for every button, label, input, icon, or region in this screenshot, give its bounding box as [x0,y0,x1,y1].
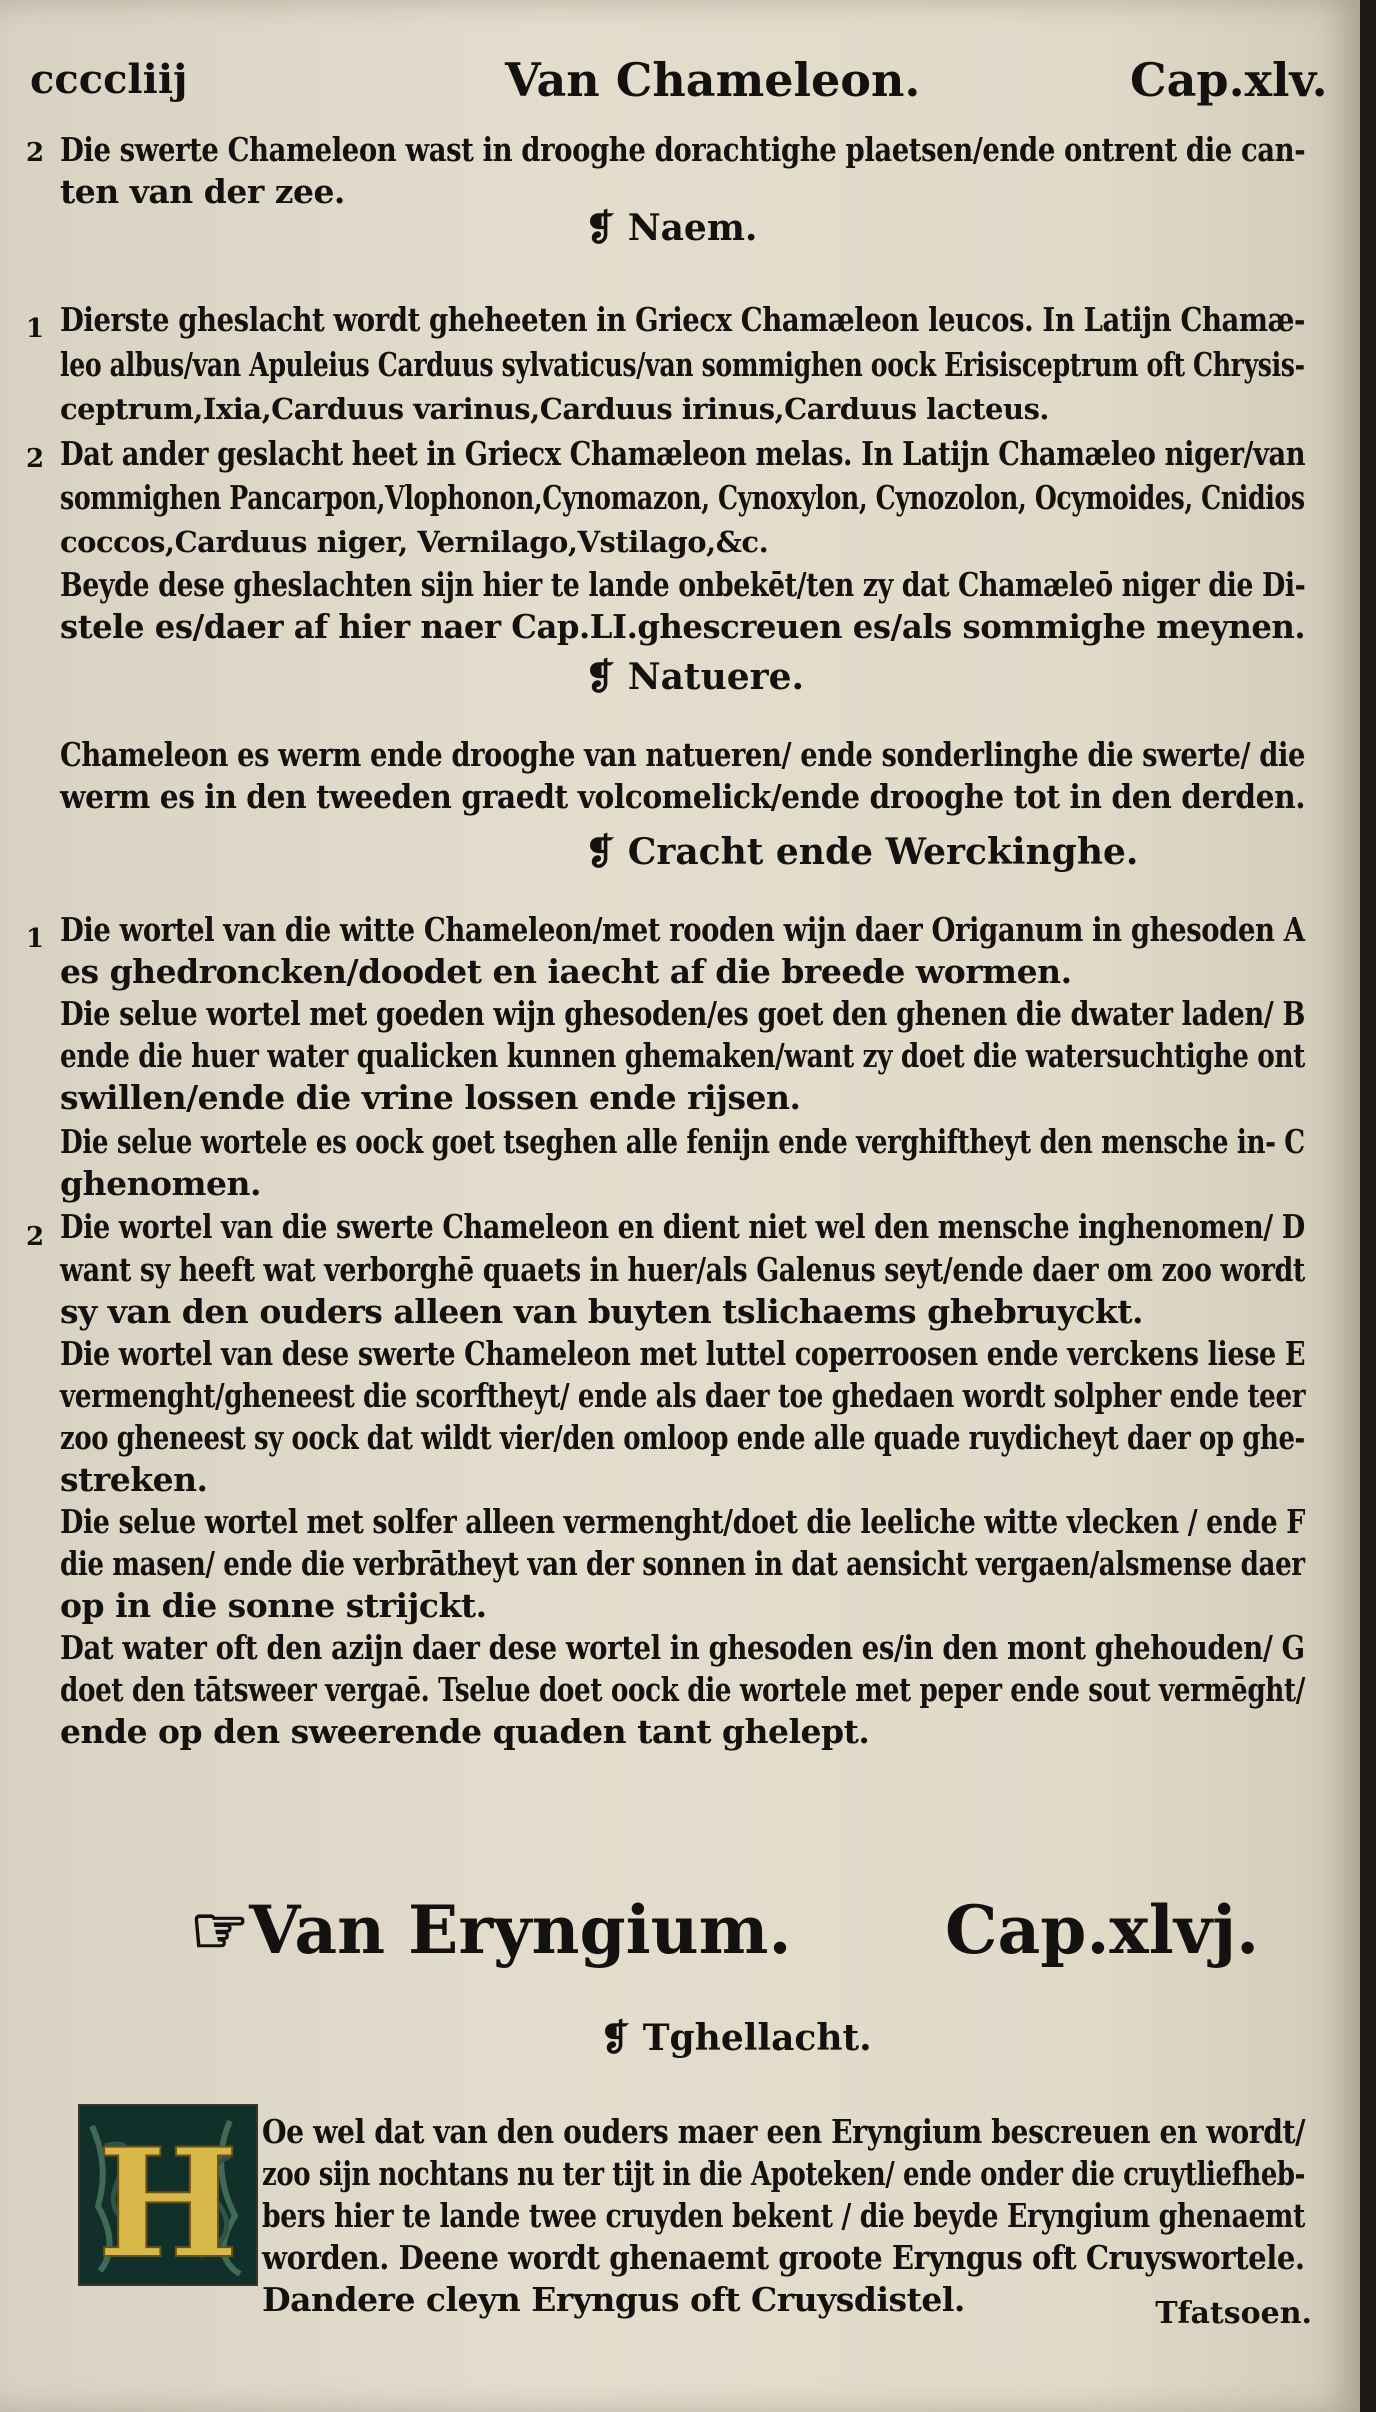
margin-number: 2 [26,138,45,168]
text-line: die masen/ ende die verbrātheyt van der sonnen in dat aensicht vergaen/alsmense daer [60,1544,1305,1583]
text-line: zoo gheneest sy oock dat wildt vier/den omloop ende alle quade ruydicheyt daer op ghe- [60,1418,1305,1457]
text-line: leo albus/van Apuleius Carduus sylvaticus/van sommighen oock Erisisceptrum oft Chrysis- [60,345,1305,384]
text-line: bers hier te lande twee cruyden bekent / die beyde Eryngium ghenaemt [262,2196,1305,2235]
text-line: Dat ander geslacht heet in Griecx Chamæleon melas. In Latijn Chamæleo niger/van [60,434,1306,473]
catchword: Tfatsoen. [1155,2296,1312,2331]
text-line: Die swerte Chameleon wast in drooghe dorachtighe plaetsen/ende ontrent die can- [60,130,1306,169]
text-line: Die wortel van dese swerte Chameleon met luttel coperroosen ende verckens liese E [60,1334,1306,1373]
text-line: streken. [60,1460,208,1499]
text-line: Dat water oft den azijn daer dese wortel in ghesoden es/in den mont ghehouden/ G [60,1628,1305,1667]
text-line: Die selue wortel met solfer alleen vermenght/doet die leeliche witte vlecken / ende F [60,1502,1305,1541]
text-line: ghenomen. [60,1164,261,1203]
running-title: Van Chameleon. [505,53,921,107]
text-line: ceptrum,Ixia,Carduus varinus,Carduus irinus,Carduus lacteus. [60,392,1049,426]
text-line: ende die huer water qualicken kunnen ghemaken/want zy doet die watersuchtighe ont [60,1036,1305,1075]
section-heading-label: Naem. [627,207,758,249]
chapter-title-text: Van Eryngium. [249,1891,792,1969]
text-line: Chameleon es werm ende drooghe van natueren/ ende sonderlinghe die swerte/ die [60,735,1305,774]
margin-number: 2 [26,1222,45,1252]
section-heading-naem: ❡ Naem. [585,207,758,249]
margin-number: 2 [26,444,45,474]
text-line: es ghedroncken/doodet en iaecht af die breede wormen. [60,952,1072,991]
text-line: stele es/daer af hier naer Cap.LI.ghescreuen es/als sommighe meynen. [60,607,1306,646]
hand-ornament-icon: ☞ [190,1891,250,1969]
text-line: op in die sonne strijckt. [60,1586,487,1625]
initial-glyph: H [97,2116,239,2284]
text-line: Oe wel dat van den ouders maer een Eryngium bescreuen en wordt/ [262,2112,1306,2151]
section-heading-label: Tghellacht. [642,2017,872,2059]
text-line: Beyde dese gheslachten sijn hier te lande onbekēt/ten zy dat Chamæleō niger die Di- [60,565,1306,604]
chapter-heading-number: Cap.xlvj. [945,1891,1260,1969]
folio-number: ccccliij [30,56,188,103]
text-line: swillen/ende die vrine lossen ende rijsen. [60,1078,801,1117]
text-line: coccos,Carduus niger, Vernilago,Vstilago,&c. [60,525,769,559]
chapter-number: Cap.xlv. [1130,53,1328,107]
decorated-initial-svg [80,2106,256,2284]
text-line: Die selue wortel met goeden wijn ghesoden/es goet den ghenen die dwater laden/ B [60,994,1306,1033]
text-line: Die selue wortele es oock goet tseghen alle fenijn ende verghiftheyt den mensche in- C [60,1122,1305,1161]
text-line: Dierste gheslacht wordt gheheeten in Griecx Chamæleon leucos. In Latijn Chamæ- [60,300,1306,339]
margin-number: 1 [26,314,45,344]
text-line: ende op den sweerende quaden tant ghelept. [60,1712,870,1751]
text-line: vermenght/gheneest die scorftheyt/ ende als daer toe ghedaen wordt solpher ende teer [60,1376,1306,1415]
section-heading-label: Cracht ende Werckinghe. [627,831,1139,873]
chapter-title [190,1890,791,1970]
text-line: want sy heeft wat verborghē quaets in huer/als Galenus seyt/ende daer om zoo wordt [60,1250,1305,1289]
text-line: zoo sijn nochtans nu ter tijt in die Apoteken/ ende onder die cruytliefheb- [262,2154,1306,2193]
text-line: ten van der zee. [60,172,345,211]
section-heading-natuere: ❡ Natuere. [585,656,805,698]
text-line: sy van den ouders alleen van buyten tslichaems ghebruyckt. [60,1292,1144,1331]
text-line: doet den tātsweer vergaē. Tselue doet oock die wortele met peper ende sout vermēght/ [60,1670,1305,1709]
section-heading-tgheslacht: ❡ Tghellacht. [600,2017,872,2059]
page-edge [1360,0,1376,2412]
text-line: Dandere cleyn Eryngus oft Cruysdistel. [262,2280,965,2319]
text-line: worden. Deene wordt ghenaemt groote Eryngus oft Cruyswortele. [262,2238,1305,2277]
decorated-initial-letter [78,2104,258,2286]
text-line: Die wortel van die witte Chameleon/met rooden wijn daer Origanum in ghesoden A [60,910,1305,949]
text-line: werm es in den tweeden graedt volcomelick/ende drooghe tot in den derden. [60,777,1306,816]
section-heading-cracht: ❡ Cracht ende Werckinghe. [585,831,1139,873]
margin-number: 1 [26,924,45,954]
text-line: Die wortel van die swerte Chameleon en dient niet wel den mensche inghenomen/ D [60,1207,1305,1246]
section-heading-label: Natuere. [627,656,805,698]
text-line: sommighen Pancarpon,Vlophonon,Cynomazon, Cynoxylon, Cynozolon, Ocymoides, Cnidios [60,478,1305,517]
